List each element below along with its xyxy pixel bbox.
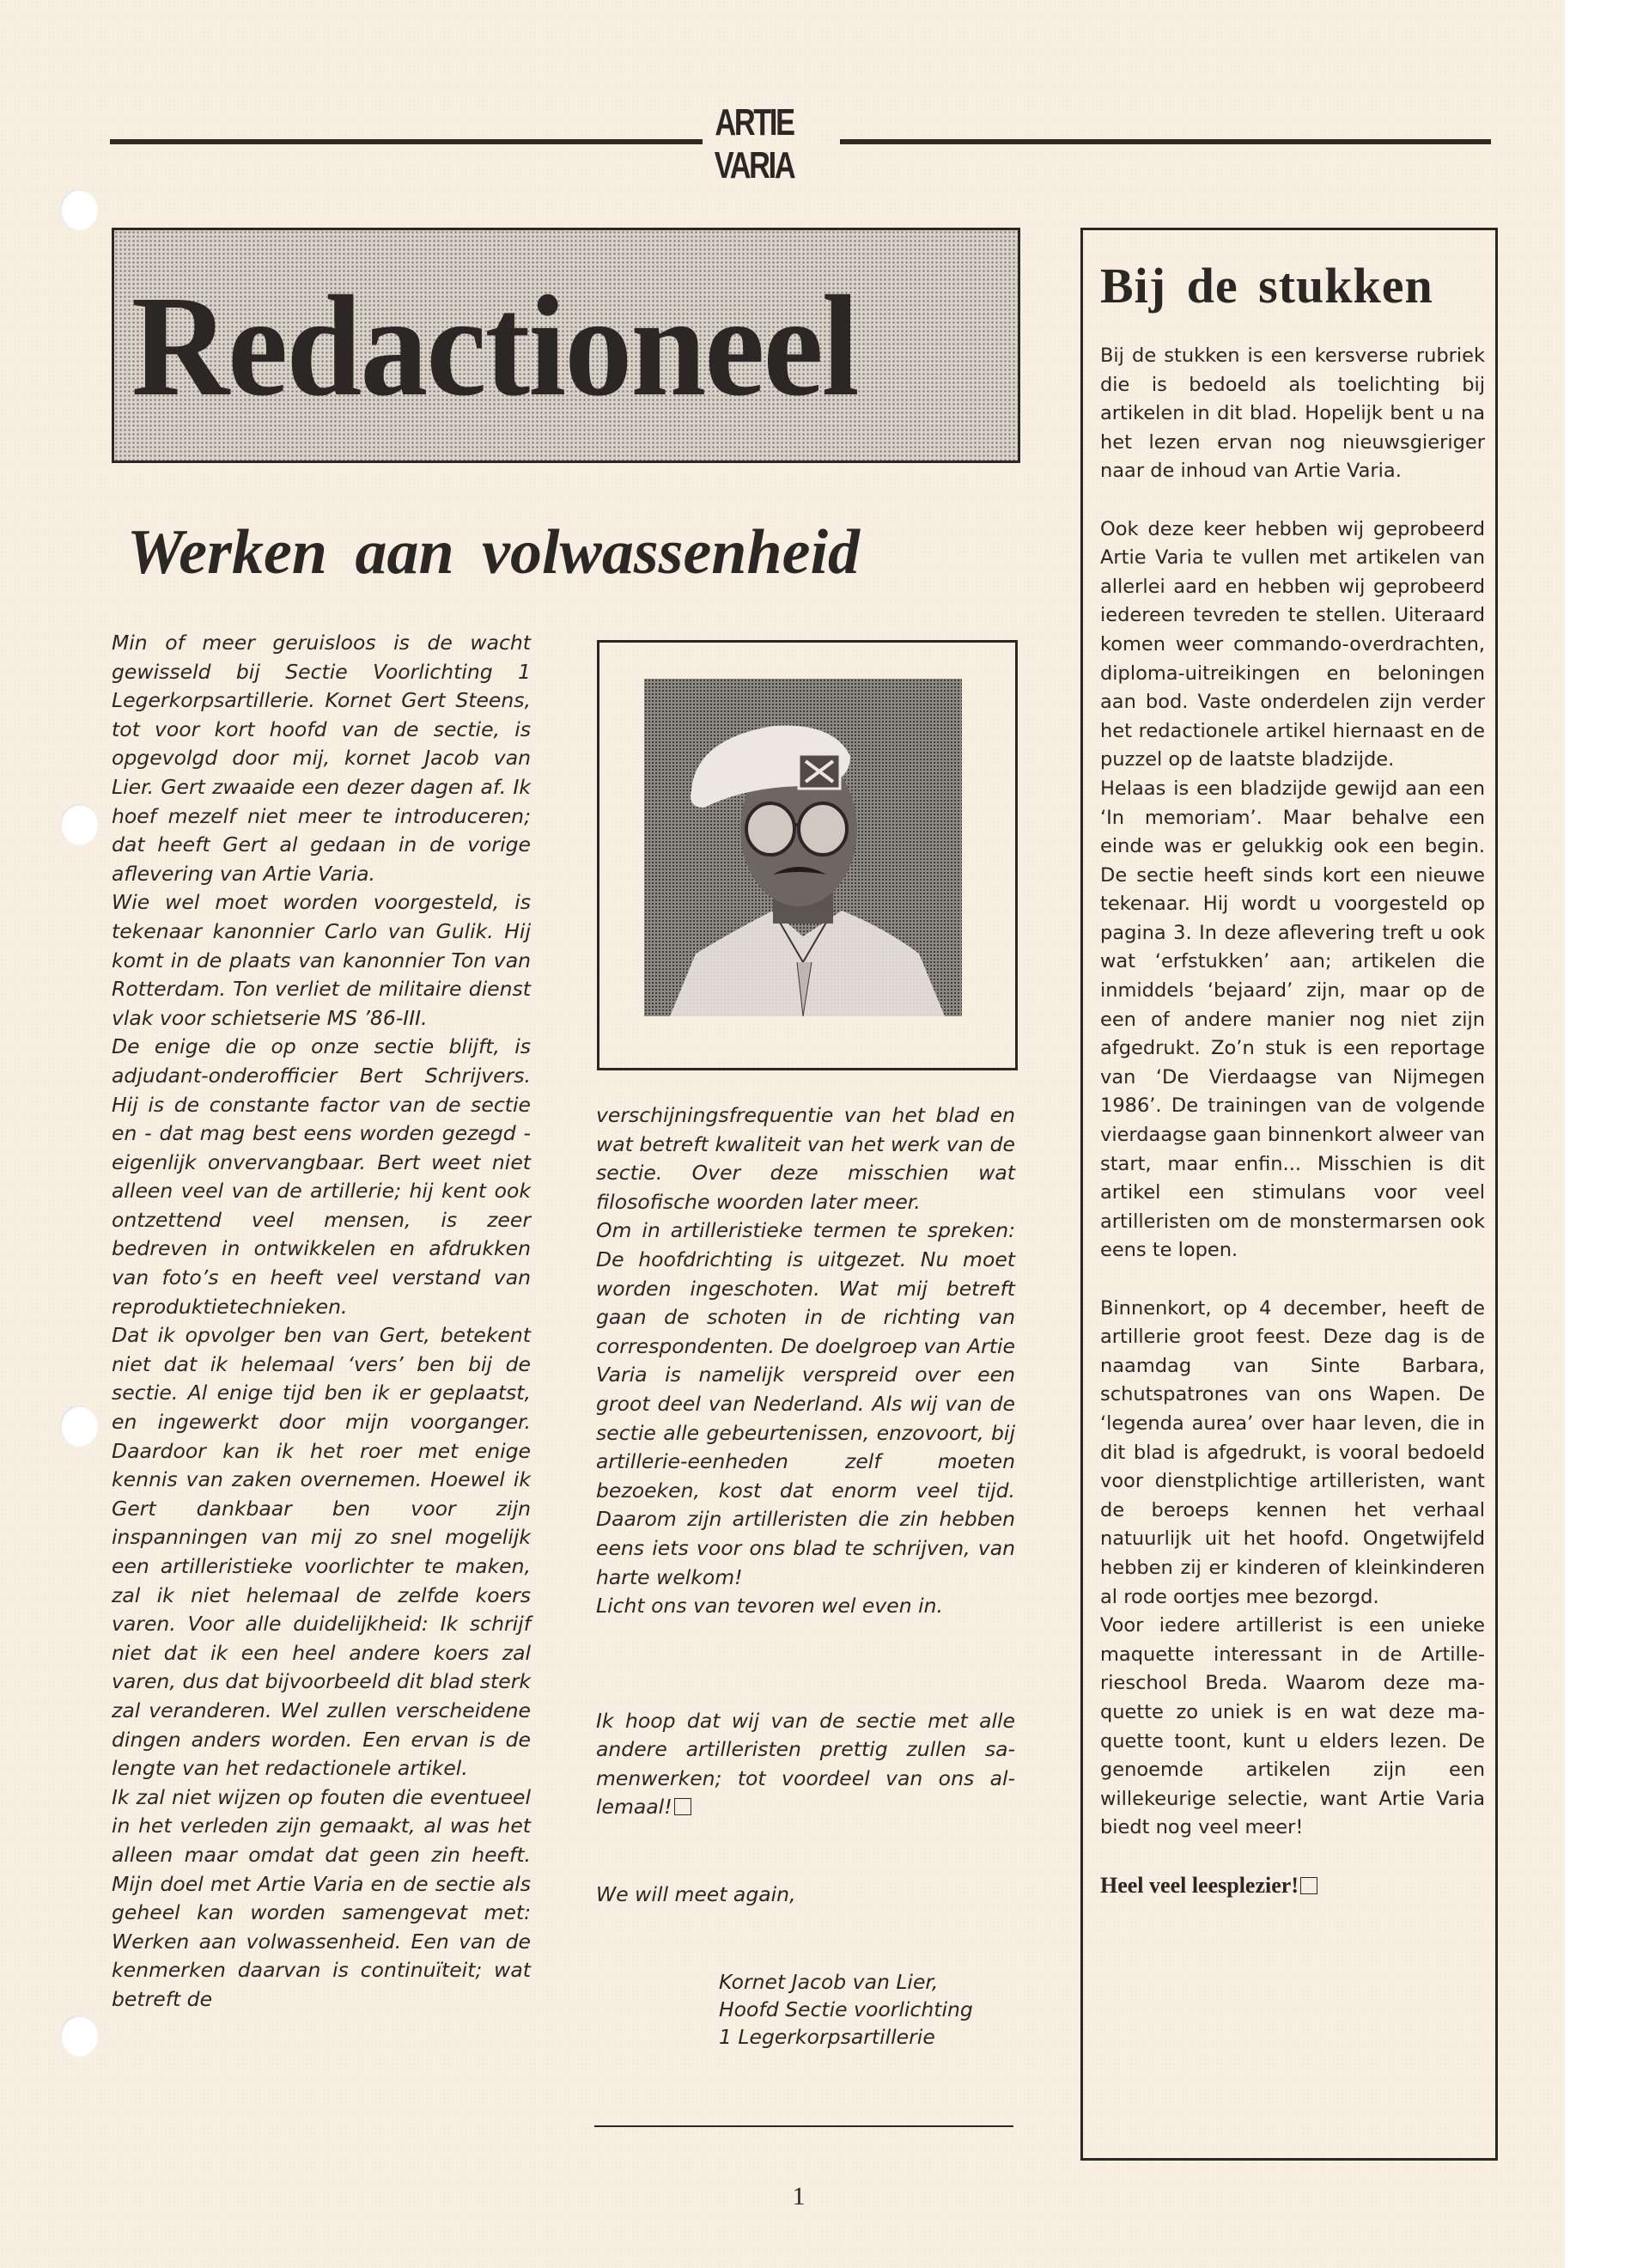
footer-rule <box>594 2125 1013 2127</box>
binder-hole <box>60 189 98 230</box>
signature-name: Kornet Jacob van Lier, <box>719 1969 939 1994</box>
article-column-middle <box>596 1101 1015 2051</box>
sidebar-title: Bij de stukken <box>1100 258 1433 314</box>
masthead-title: ARTIE VARIA <box>714 101 794 186</box>
signature-block <box>719 1968 1015 2051</box>
page-number: 1 <box>792 2182 806 2210</box>
section-title-box <box>112 228 1020 463</box>
paragraph: Licht ons van tevoren wel even in. <box>596 1594 943 1619</box>
closing-paragraph: Ik hoop dat wij van de sectie met alle andere artilleristen prettig zullen samenwerken; tot voordeel van ons allemaal! <box>596 1708 1015 1820</box>
sidebar-paragraph: Helaas is een bladzijde gewijd aan een ‘In memoriam’. Maar behalve een einde was er gelukkig ook een begin. De sectie heeft sinds kort een nieuwe tekenaar. Hij wordt u voorgesteld op pagina 3. In deze aflevering treft u ook wat ‘erfstukken’ aan; artikelen die inmiddels ‘bejaard’ zijn, maar op de een of andere manier nog niet zijn afgedrukt. Zo’n stuk is een reportage van ‘De Vierdaagse van Nijmegen 1986’. De trainingen van de volgende vierdaagse gaan binnenkort alweer van start, maar enfin... Misschien is dit artikel een stimulans voor veel artilleristen om de monstermarsen ook eens te lopen. <box>1100 777 1485 1262</box>
article-headline: Werken aan volwassenheid <box>127 517 861 588</box>
photo-frame <box>597 640 1018 1070</box>
article-column-left <box>112 629 531 2015</box>
end-mark-icon <box>674 1798 691 1815</box>
portrait-photo <box>644 679 962 1016</box>
paragraph: Min of meer geruisloos is de wacht gewisseld bij Sectie Voorlichting 1 Legerkorpsartillerie. Kornet Gert Steens, tot voor kort hoofd van de sectie, is opgevolgd door mij, kornet Jacob van Lier. Gert zwaaide een dezer dagen af. Ik hoef mezelf niet meer te introduceren; dat heeft Gert al gedaan in de vorige aflevering van Artie Varia. <box>112 631 531 886</box>
paragraph: Ik zal niet wijzen op fouten die eventueel in het verleden zijn gemaakt, al was het alleen maar omdat dat geen zin heeft. Mijn doel met Artie Varia en de sectie als geheel kan worden samengevat met: Werken aan volwassenheid. Een van de kenmerken daarvan is continuïteit; wat betreft de <box>112 1784 531 2011</box>
paragraph: Wie wel moet worden voorgesteld, is tekenaar kanonnier Carlo van Gulik. Hij komt in de plaats van kanonnier Ton van Rotterdam. Ton verliet de militaire dienst vlak voor schietserie MS ’86-III. <box>112 890 531 1030</box>
masthead-rule-left <box>110 139 703 144</box>
binder-hole <box>60 804 98 845</box>
sidebar-body <box>1100 342 1485 1900</box>
sidebar-paragraph: Bij de stukken is een kersverse rubriek die is bedoeld als toelichting bij artikelen in dit blad. Hopelijk bent u na het lezen ervan nog nieuwsgieriger naar de inhoud van Artie Varia. <box>1100 344 1485 483</box>
sidebar-box <box>1080 228 1498 2161</box>
signature-unit: 1 Legerkorpsartillerie <box>719 2024 935 2049</box>
sidebar-closing: Heel veel leesplezier! <box>1100 1871 1485 1900</box>
sidebar-paragraph: Binnenkort, op 4 december, heeft de artillerie groot feest. Deze dag is de naamdag van Sinte Barbara, schutspatrones van ons Wapen. De ‘legenda aurea’ over haar leven, die in dit blad is afgedrukt, is vooral bedoeld voor dienstplichtige artilleristen, want de beroeps kennen het verhaal natuurlijk uit het hoofd. Ongetwijfeld hebben zij er kinderen of kleinkinderen al rode oortjes mee bezorgd. <box>1100 1296 1485 1608</box>
paragraph: Dat ik opvolger ben van Gert, betekent niet dat ik helemaal ‘vers’ ben bij de sectie. Al enige tijd ben ik er geplaatst, en ingewerkt door mijn voorganger. Daardoor kan ik het roer met enige kennis van zaken overnemen. Hoewel ik Gert dankbaar ben voor zijn inspanningen van mij zo snel mogelijk een artilleristieke voorlichter te maken, zal ik niet helemaal de zelfde koers varen. Voor alle duidelijkheid: Ik schrijf niet dat ik een heel andere koers zal varen, dus dat bijvoorbeeld dit blad sterk zal veranderen. Wel zullen verscheidene dingen anders worden. Een ervan is de lengte van het redactionele artikel. <box>112 1323 531 1781</box>
paragraph: Om in artilleristieke termen te spreken: De hoofdrichting is uitgezet. Nu moet worden ingeschoten. Wat mij betreft gaan de schoten in de richting van correspondenten. De doelgroep van Artie Varia is namelijk verspreid over een groot deel van Nederland. Als wij van de sectie alle gebeurtenissen, enzovoort, bij artillerie-eenheden zelf moeten bezoeken, kost dat enorm veel tijd. Daarom zijn artilleristen die zin hebben eens iets voor ons blad te schrijven, van harte welkom! <box>596 1218 1016 1589</box>
masthead-rule-right <box>840 139 1491 144</box>
binder-hole <box>60 1405 98 1447</box>
sidebar-paragraph: Ook deze keer hebben wij geprobeerd Artie Varia te vullen met artikelen van allerlei aard en hebben wij geprobeerd iedereen tevreden te stellen. Uiteraard komen weer commando-overdrachten, diploma-uitreikingen en beloningen aan bod. Vaste onderdelen zijn verder het redactionele artikel hiernaast en de puzzel op de laatste bladzijde. <box>1100 517 1485 771</box>
binder-hole <box>60 2015 98 2057</box>
paragraph: De enige die op onze sectie blijft, is adjudant-onderofficier Bert Schrijvers. Hij is de constante factor van de sectie en - dat mag best eens worden gezegd - eigenlijk onvervangbaar. Bert weet niet alleen veel van de artillerie; hij kent ook ontzettend veel mensen, is zeer bedreven in ontwikkelen en afdrukken van foto’s en heeft veel verstand van reproduktietechnieken. <box>112 1034 531 1319</box>
end-mark-icon <box>1300 1877 1317 1894</box>
farewell: We will meet again, <box>596 1882 796 1907</box>
sidebar-paragraph: Voor iedere artillerist is een unieke maquette interessant in de Artillerieschool Breda. Waarom deze maquette zo uniek is en wat deze maquette toont, kunt u elders lezen. De genoemde artikelen zijn een willekeurige selectie, want Artie Varia biedt nog veel meer! <box>1100 1614 1485 1839</box>
section-title: Redactioneel <box>131 266 858 426</box>
signature-role: Hoofd Sectie voorlichting <box>719 1997 973 2021</box>
paragraph: verschijningsfrequentie van het blad en wat betreft kwaliteit van het werk van de sectie. Over deze misschien wat filosofische woorden later meer. <box>596 1103 1015 1214</box>
portrait-illustration <box>644 679 962 1016</box>
